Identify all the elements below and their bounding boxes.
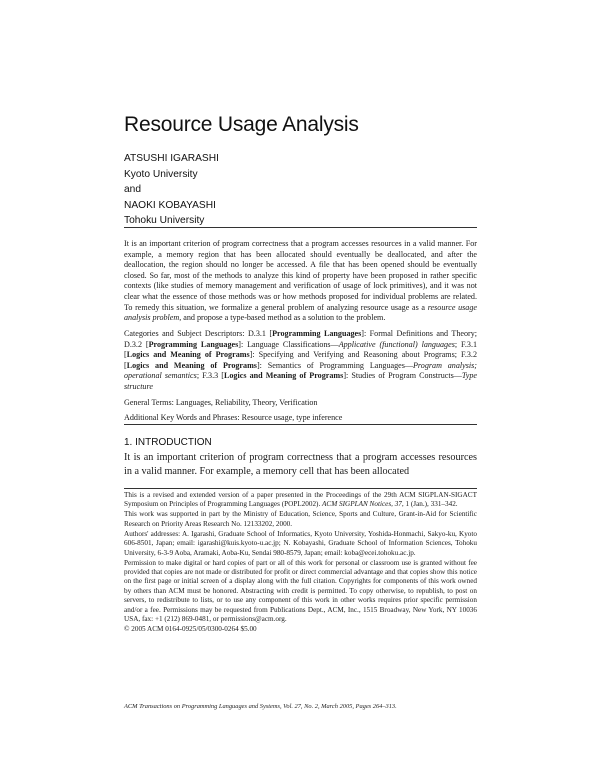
section-heading-introduction: 1. INTRODUCTION: [124, 437, 212, 448]
abstract-paragraph: [124, 239, 477, 324]
category-text: ; F.3.1 [: [124, 339, 478, 360]
author-block: [124, 151, 219, 229]
author-affiliation: Kyoto University: [124, 168, 198, 180]
category-text: D.3.1 [: [247, 328, 273, 338]
abstract-text: It is an important criterion of program correctness that a program accesses resources in a valid manner. For example, a memory region that has been allocated should eventually be deallocated, and after the deallocation, the region should no longer be accessed. A file that has been opened should be eventually closed. So far, most of the methods to analyze this kind of property have been proposed in rather specific contexts (like studies of memory management and verification of usage of lock primitives), and it was not clear what the essence of those methods was or how methods proposed for individual problems are related. To remedy this situation, we formalize a general problem of analyzing resource usage as a: [124, 239, 477, 312]
category-text: ]: Formal Definitions and Theory; D.3.2 [: [124, 328, 477, 349]
category-text: ; F.3.3 [: [196, 371, 224, 381]
category-term: Logics and Meaning of Programs: [223, 371, 344, 381]
header-rule: [124, 227, 477, 228]
author-conjunction: and: [124, 184, 141, 196]
author-name: NAOKI KOBAYASHI: [124, 199, 216, 211]
category-term: Logics and Meaning of Programs: [126, 360, 257, 370]
category-text: ]: Studies of Program Constructs—: [343, 371, 462, 381]
footnote-publication: [124, 491, 477, 510]
categories-label: Categories and Subject Descriptors:: [124, 328, 248, 338]
category-subterm: Applicative (functional) languages: [338, 339, 455, 349]
author-affiliation: Tohoku University: [124, 215, 205, 227]
paper-title: Resource Usage Analysis: [124, 113, 359, 136]
journal-footer: ACM Transactions on Programming Languages and Systems, Vol. 27, No. 2, March 2005, Pages 264–313.: [124, 703, 397, 710]
footnote-text: , 1 (Jan.), 331–342.: [401, 500, 458, 509]
abstract-block: [124, 239, 477, 429]
footnote-rule: [124, 488, 477, 489]
category-text: ]: Semantics of Programming Languages—: [256, 360, 413, 370]
footnote-journal: ACM SIGPLAN Notices, 37: [322, 500, 402, 509]
footnote-copyright: © 2005 ACM 0164-0925/05/0300-0264 $5.00: [124, 625, 257, 633]
abstract-text-end: , and propose a type-based method as a solution to the problem.: [179, 313, 386, 323]
category-term: Logics and Meaning of Programs: [126, 350, 250, 360]
abstract-rule: [124, 424, 477, 425]
category-term: Programming Languages: [272, 328, 362, 338]
abstract-emph-term: resource usage analysis problem: [124, 302, 477, 323]
category-term: Programming Languages: [148, 339, 239, 349]
category-subterm: Program analysis; operational semantics: [124, 360, 477, 381]
footnote-addresses: Authors' addresses: A. Igarashi, Graduate School of Informatics, Kyoto University, Yoshida-Honmachi, Sakyo-ku, Kyoto 606-8501, Japan; email: igarashi@kuis.kyoto-u.ac.jp; N. Kobayashi, Graduate School of Information Sciences, Tohoku University, 6-3-9 Aoba, Aramaki, Aoba-Ku, Sendai 980-8579, Japan; email: koba@ecei.tohoku.ac.jp.: [124, 529, 477, 557]
keywords: Additional Key Words and Phrases: Resource usage, type inference: [124, 413, 343, 423]
author-name: ATSUSHI IGARASHI: [124, 153, 219, 164]
footnote-funding: This work was supported in part by the Ministry of Education, Science, Sports and Culture, Grant-in-Aid for Scientific Research on Priority Areas Research No. 12133202, 2000.: [124, 510, 477, 528]
general-terms: General Terms: Languages, Reliability, Theory, Verification: [124, 397, 318, 407]
introduction-paragraph: It is an important criterion of program correctness that a program accesses resources in a valid manner. For example, a memory cell that has been allocated: [124, 452, 477, 477]
footnote-permission: Permission to make digital or hard copies of part or all of this work for personal or classroom use is granted without fee provided that copies are not made or distributed for profit or direct commercial advantage and that copies show this notice on the first page or initial screen of a display along with the full citation. Copyrights for components of this work owned by others than ACM must be honored. Abstracting with credit is permitted. To copy otherwise, to republish, to post on servers, to redistribute to lists, or to use any component of this work in other works requires prior specific permission and/or a fee. Permissions may be requested from Publications Dept., ACM, Inc., 1515 Broadway, New York, NY 10036 USA, fax: +1 (212) 869-0481, or permissions@acm.org.: [124, 558, 477, 623]
category-subterm: Type structure: [124, 371, 478, 391]
categories-paragraph: [124, 329, 477, 393]
category-text: ]: Specifying and Verifying and Reasoning about Programs; F.3.2 [: [124, 350, 477, 370]
footnotes-block: [124, 491, 477, 635]
footnote-text: This is a revised and extended version of a paper presented in the Proceedings of the 29th ACM SIGPLAN-SIGACT Symposium on Principles of Programming Languages (POPL2002).: [124, 491, 477, 509]
introduction-text: [124, 451, 477, 479]
category-text: ]: Language Classifications—: [238, 339, 339, 349]
